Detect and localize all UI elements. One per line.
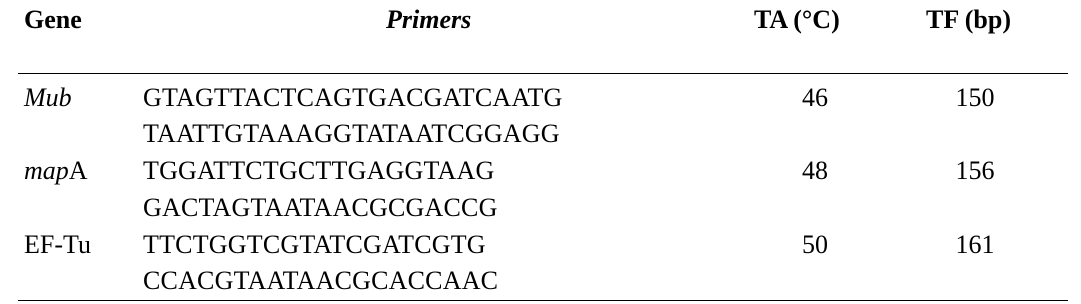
header-ta: TA (°C) [754,5,840,34]
ta-value: 50 [802,230,828,259]
ta-value: 48 [802,156,828,185]
primer-forward: TGGATTCTGCTTGAGGTAAG [143,156,495,185]
gene-name-italic: map [24,156,69,185]
primer-forward: GTAGTTACTCAGTGACGATCAATG [143,83,563,112]
gene-cell-ef-tu [24,229,91,261]
header-gene: Gene [24,5,82,34]
gene-name-italic: Mub [24,83,72,112]
tf-value: 161 [955,230,995,259]
gene-cell-mub [24,82,72,114]
primer-reverse: GACTAGTAATAACGCGACCG [143,193,498,222]
primer-reverse: TAATTGTAAAGGTATAATCGGAGG [143,119,560,148]
primer-reverse: CCACGTAATAACGCACCAAC [143,266,499,295]
header-tf: TF (bp) [926,5,1011,34]
tf-value: 150 [955,83,995,112]
ta-value: 46 [802,83,828,112]
header-rule [18,73,1068,74]
tf-value: 156 [955,156,995,185]
gene-name-plain: A [68,156,88,185]
header-primers: Primers [386,5,472,34]
gene-name-plain: EF-Tu [24,230,91,259]
primer-forward: TTCTGGTCGTATCGATCGTG [143,230,486,259]
bottom-rule [18,300,1068,301]
gene-cell-mapa [24,155,88,187]
